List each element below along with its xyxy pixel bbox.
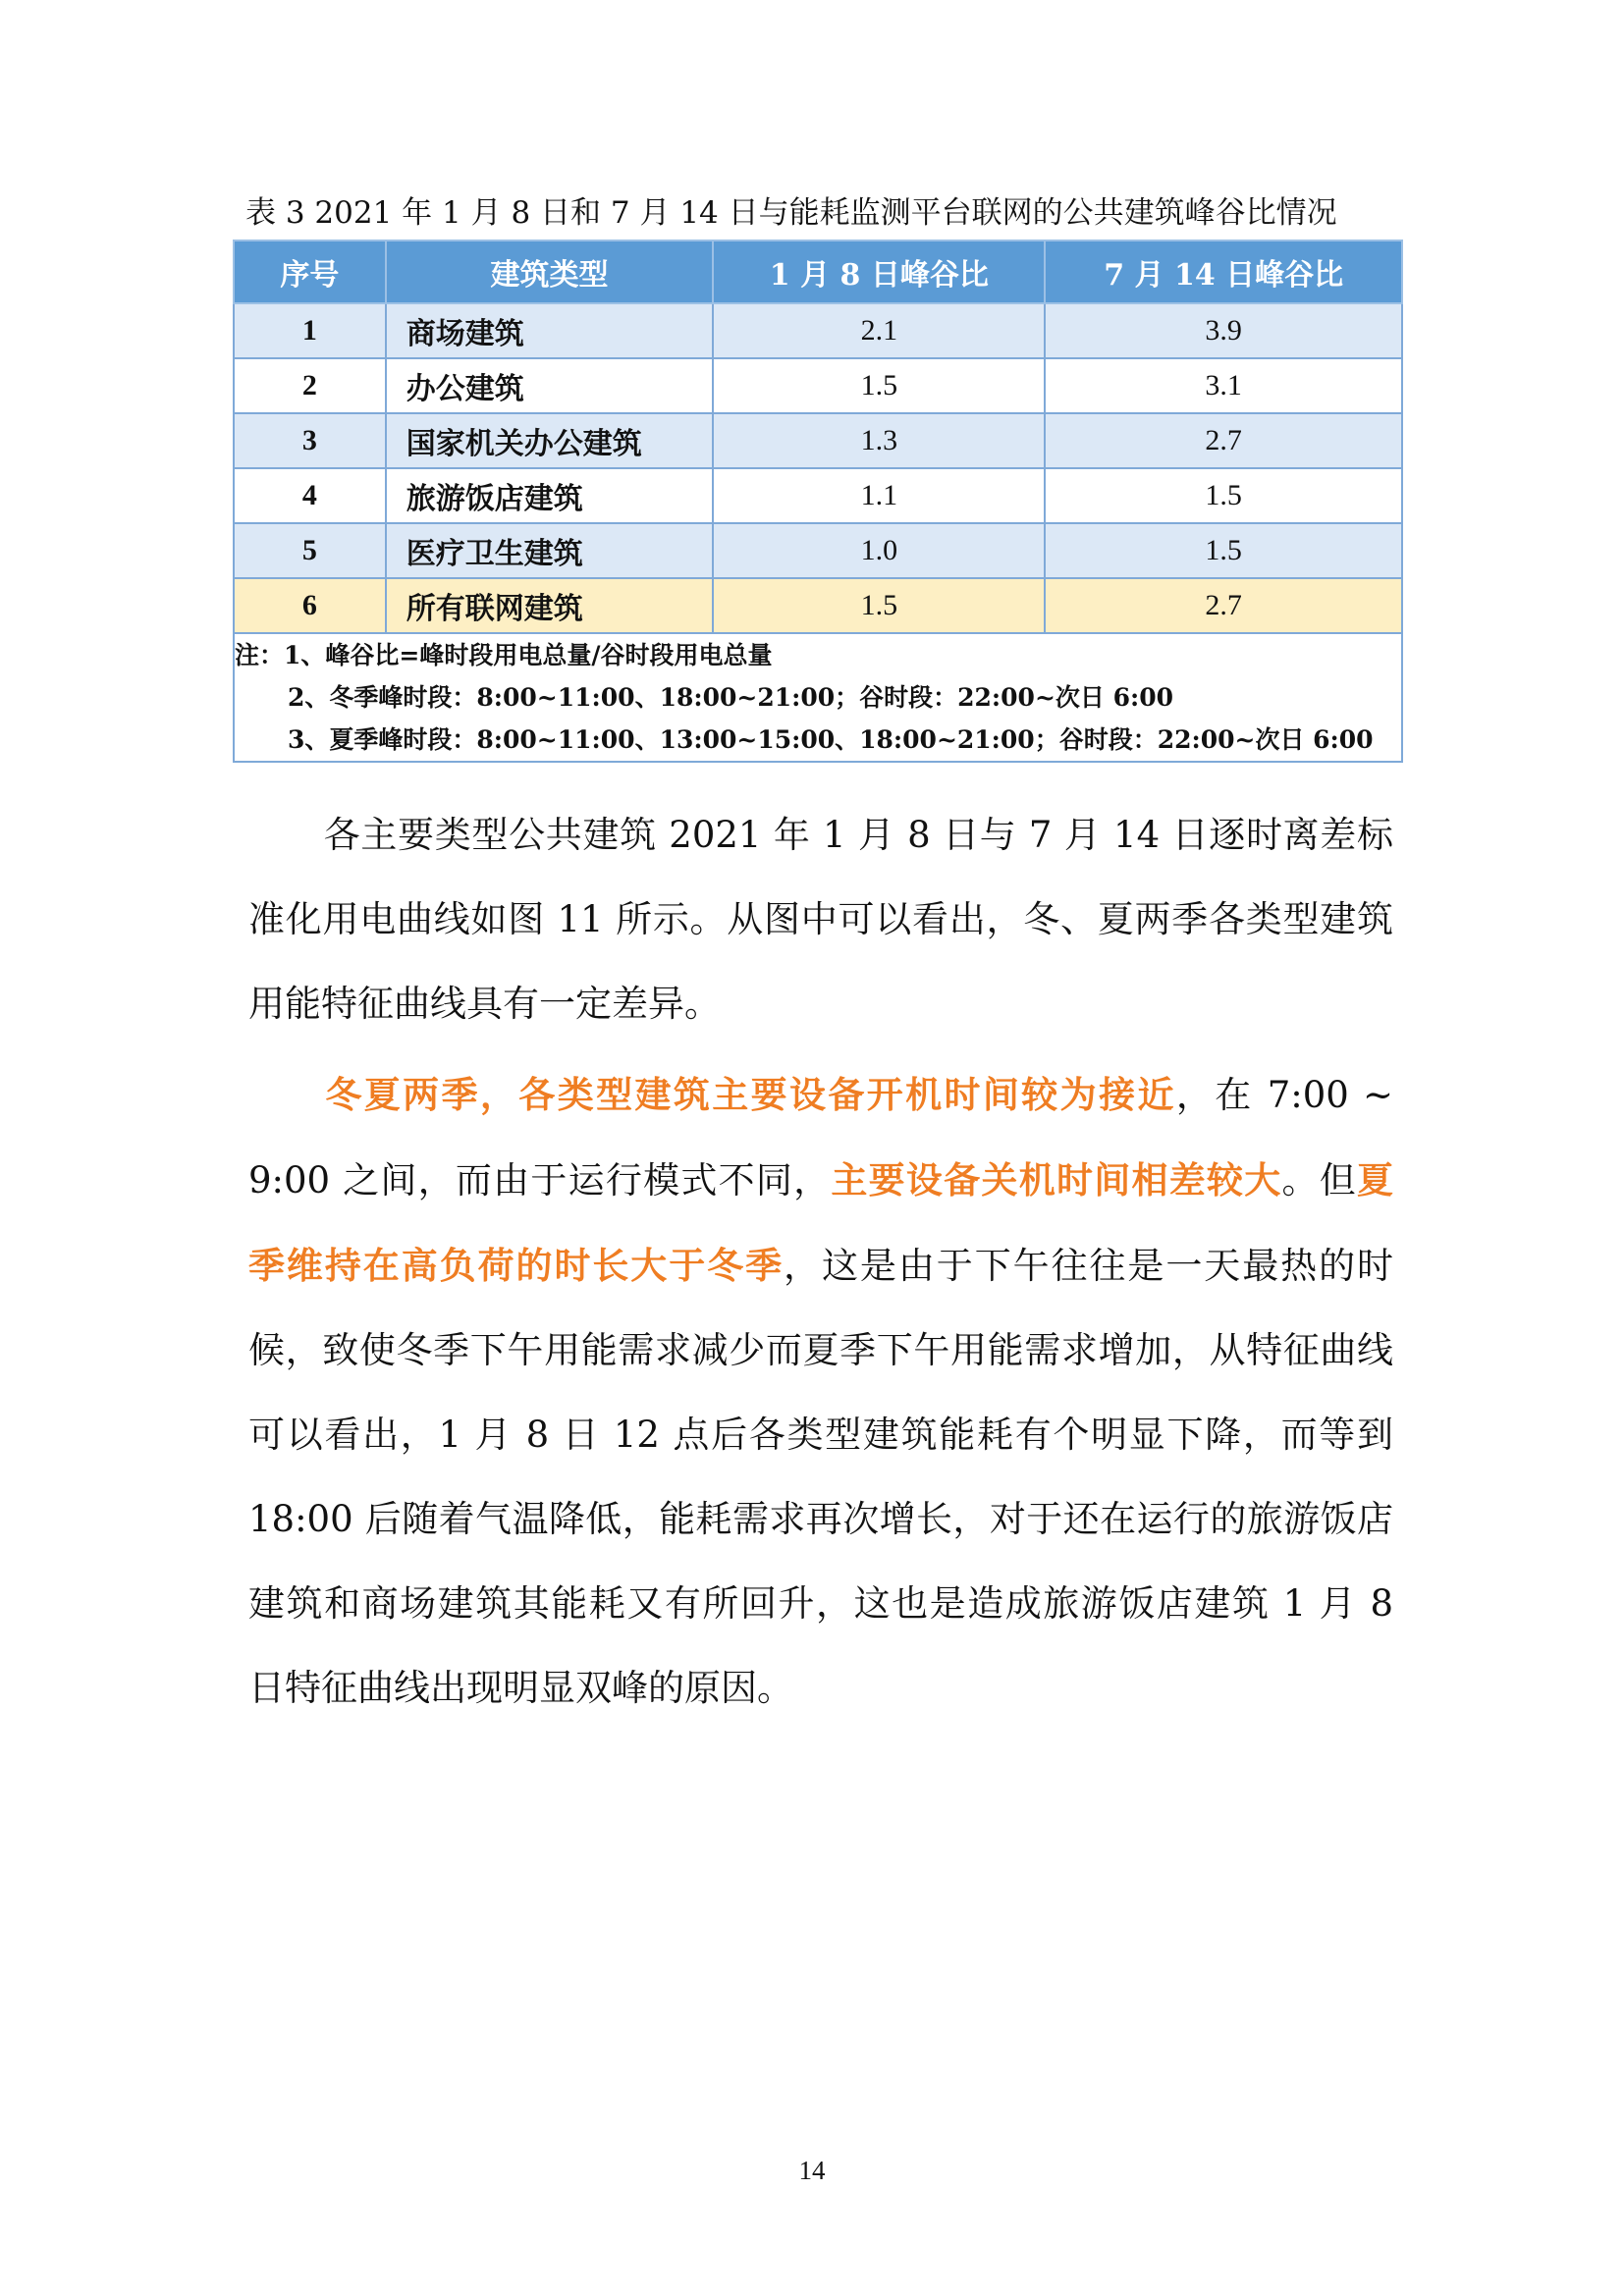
row-jul-ratio: 2.7 bbox=[1045, 578, 1402, 633]
row-building-type: 旅游饭店建筑 bbox=[386, 468, 714, 523]
table-row-total bbox=[234, 578, 1402, 633]
row-jan-ratio: 1.5 bbox=[713, 578, 1045, 633]
row-building-type: 办公建筑 bbox=[386, 358, 714, 413]
table-row bbox=[234, 523, 1402, 578]
row-jul-ratio: 3.9 bbox=[1045, 303, 1402, 358]
row-index: 4 bbox=[234, 468, 386, 523]
row-jan-ratio: 1.0 bbox=[713, 523, 1045, 578]
note-line-2: 2、冬季峰时段：8:00~11:00、18:00~21:00；谷时段：22:00~次日 6:00 bbox=[288, 683, 1174, 712]
header-index: 序号 bbox=[234, 240, 386, 303]
paragraph-2-text-1: ，在 7:00 ~ 9:00 之间，而由于运行模式不同， bbox=[248, 1074, 1393, 1201]
header-building-type: 建筑类型 bbox=[386, 240, 714, 303]
table-notes bbox=[234, 633, 1402, 762]
table-row bbox=[234, 468, 1402, 523]
peak-valley-table bbox=[233, 240, 1403, 763]
row-index: 5 bbox=[234, 523, 386, 578]
row-index: 1 bbox=[234, 303, 386, 358]
header-jul-ratio: 7 月 14 日峰谷比 bbox=[1045, 240, 1402, 303]
row-building-type: 国家机关办公建筑 bbox=[386, 413, 714, 468]
row-jul-ratio: 3.1 bbox=[1045, 358, 1402, 413]
paragraph-2-text-3: ，这是由于下午往往是一天最热的时候，致使冬季下午用能需求减少而夏季下午用能需求增加，从特征曲线可以看出，1 月 8 日 12 点后各类型建筑能耗有个明显下降，而等到 18:00 后随着气温降低，能耗需求再次增长，对于还在运行的旅游饭店建筑和商场建筑其能耗又有所回升，这也是造成旅游饭店建筑 1 月 8 日特征曲线出现明显双峰的原因。 bbox=[248, 1245, 1394, 1709]
row-building-type: 商场建筑 bbox=[386, 303, 714, 358]
page-number: 14 bbox=[798, 2156, 826, 2185]
table-row bbox=[234, 413, 1402, 468]
row-jul-ratio: 1.5 bbox=[1045, 523, 1402, 578]
row-building-type: 医疗卫生建筑 bbox=[386, 523, 714, 578]
row-index: 6 bbox=[234, 578, 386, 633]
row-index: 2 bbox=[234, 358, 386, 413]
table-notes-row bbox=[234, 633, 1402, 762]
table-header-row bbox=[234, 240, 1402, 303]
row-index: 3 bbox=[234, 413, 386, 468]
row-jul-ratio: 2.7 bbox=[1045, 413, 1402, 468]
row-jan-ratio: 1.5 bbox=[713, 358, 1045, 413]
highlight-phrase-1: 冬夏两季，各类型建筑主要设备开机时间较为接近 bbox=[323, 1073, 1176, 1116]
highlight-phrase-2: 主要设备关机时间相差较大 bbox=[831, 1158, 1282, 1201]
highlight-phrase-3: 夏季维持在高负荷的时长大于冬季 bbox=[248, 1158, 1393, 1287]
row-jan-ratio: 1.3 bbox=[713, 413, 1045, 468]
table-caption: 表 3 2021 年 1 月 8 日和 7 月 14 日与能耗监测平台联网的公共建筑峰谷比情况 bbox=[245, 195, 1337, 231]
row-building-type: 所有联网建筑 bbox=[386, 578, 714, 633]
body-paragraph-1 bbox=[248, 793, 1393, 1046]
paragraph-2-text-2: 。但 bbox=[1281, 1159, 1357, 1201]
paragraph-1-text: 各主要类型公共建筑 2021 年 1 月 8 日与 7 月 14 日逐时离差标准化用电曲线如图 11 所示。从图中可以看出，冬、夏两季各类型建筑用能特征曲线具有一定差异。 bbox=[248, 814, 1393, 1025]
header-jan-ratio: 1 月 8 日峰谷比 bbox=[713, 240, 1045, 303]
body-paragraph-2 bbox=[248, 1052, 1393, 1731]
note-line-3: 3、夏季峰时段：8:00~11:00、13:00~15:00、18:00~21:00；谷时段：22:00~次日 6:00 bbox=[288, 725, 1374, 754]
row-jan-ratio: 1.1 bbox=[713, 468, 1045, 523]
note-line-1: 注：1、峰谷比=峰时段用电总量/谷时段用电总量 bbox=[235, 641, 773, 669]
table-row bbox=[234, 303, 1402, 358]
row-jul-ratio: 1.5 bbox=[1045, 468, 1402, 523]
row-jan-ratio: 2.1 bbox=[713, 303, 1045, 358]
table-row bbox=[234, 358, 1402, 413]
